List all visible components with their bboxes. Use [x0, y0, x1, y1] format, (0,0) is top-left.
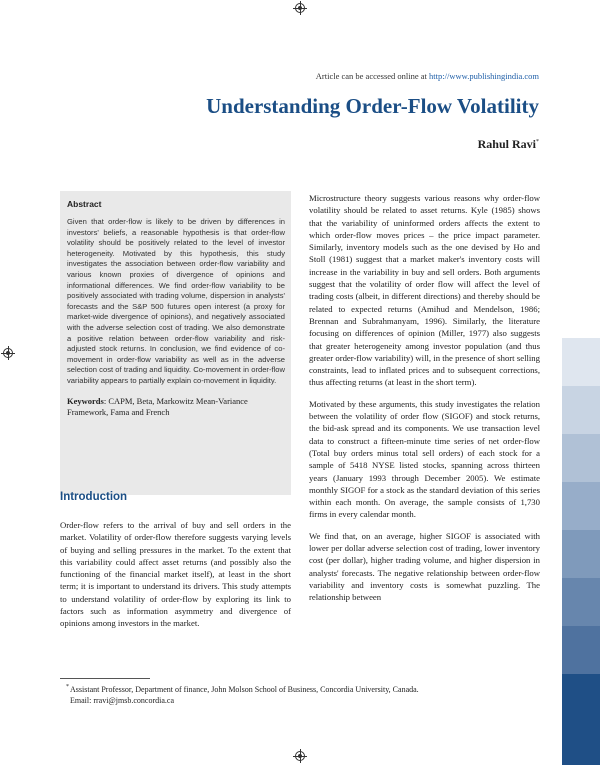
keywords — [67, 396, 285, 419]
side-band-block — [562, 338, 600, 386]
footnote-marker: * — [66, 684, 69, 690]
access-text: Article can be accessed online at — [315, 71, 427, 81]
introduction-paragraph: Order-flow refers to the arrival of buy and sell orders in the market. Volatility of order-flow therefore suggests varying levels of buying and selling pressures in the market. To the extent that this variability could affect asset returns (and possibly also the functioning of the financial market itself), at least in the short term; it is important to understand its drivers. This study attempts to understand volatility of order-flow by exploring its link to factors such as information asymmetry and divergence of opinions among investors in the market. — [60, 520, 291, 629]
paper-title: Understanding Order-Flow Volatility — [206, 94, 539, 118]
publisher-link[interactable]: http://www.publishingindia.com — [429, 71, 539, 81]
footnote-rule — [60, 678, 150, 679]
registration-mark-left — [3, 348, 13, 358]
keywords-label: Keywords — [67, 395, 104, 406]
introduction-heading: Introduction — [60, 491, 128, 503]
abstract-box — [60, 191, 291, 495]
side-band-block — [562, 674, 600, 765]
footnote-email: Email: rravi@jmsb.concordia.ca — [70, 696, 174, 705]
side-band-block — [562, 578, 600, 626]
abstract-text: Given that order-flow is likely to be driven by differences in investors' beliefs, a reasonable hypothesis is that order-flow volatility should be positively related to the level of investor heterogeneity. Motivated by this hypothesis, this study investigates the association between order-flow variability and various known proxies of divergence of opinions and informational differences. We find order-flow variability to be positively associated with trading volume, dispersion in analysts' forecasts and the S&P 500 futures open interest (a proxy for market-wide divergence of opinions), and negatively associated with the adverse selection cost of trading. We also demonstrate a positive relation between order-flow variability and risk-adjusted stock returns. In conclusion, we find evidence of co-movement in order-flow variability as well as in the adverse selection cost of trading and liquidity. Co-movement in order-flow variability appears to partially explain co-movement in liquidity. — [67, 217, 285, 385]
body-paragraph-3: We find that, on an average, higher SIGOF is associated with lower per dollar adverse selection cost of trading, lower inventory cost (per dollar), higher trading volume, and higher dispersion in analysts' forecasts. The negative relationship between order-flow variability and inventory costs is somewhat puzzling. The relationship between — [309, 530, 540, 603]
side-band-block — [562, 434, 600, 482]
side-band-block — [562, 386, 600, 434]
body-paragraph-2: Motivated by these arguments, this study investigates the relation between the volatility of order flow (SIGOF) and stock returns, the bid-ask spread and its components. We use transaction level data to construct a fifteen-minute time series of net order-flow (Total buy orders minus total sell orders) of each stock for a sample of 5418 NYSE listed stocks, spanning across thirteen years (January 1993 through December 2005). We estimate monthly SIGOF for a stock as the standard deviation of this series within each month. On average, the sample consists of 1,730 firms in every calendar month. — [309, 398, 540, 520]
registration-mark-bottom — [295, 751, 305, 761]
footnote — [66, 684, 540, 706]
footnote-affiliation: Assistant Professor, Department of finance, John Molson School of Business, Concordia University, Canada. — [70, 685, 419, 694]
right-column — [309, 192, 540, 613]
access-line — [316, 71, 539, 81]
keywords-list: : CAPM, Beta, Markowitz Mean-Variance Framework, Fama and French — [67, 395, 248, 417]
abstract-heading: Abstract — [67, 199, 102, 209]
side-band-block — [562, 482, 600, 530]
side-band-block — [562, 626, 600, 674]
side-band-block — [562, 530, 600, 578]
author-name: Rahul Ravi* — [477, 137, 539, 151]
registration-mark-top — [295, 3, 305, 13]
body-paragraph-1: Microstructure theory suggests various reasons why order-flow volatility should be related to asset returns. Kyle (1985) shows that the variability of uninformed orders affects the extent to which order-flow moves prices – the price impact parameter. Similarly, inventory models such as the one devised by Ho and Stoll (1981) suggest that a market maker's inventory costs will increase in the variability in buy and sell orders. Both arguments suggest that the volatility of order flow will affect the level of trading costs (albeit, in different directions) and thereby should be related to expected returns (Amihud and Mendelson, 1986; Brennan and Subrahmanyam, 1996). Similarly, the literature focusing on differences of opinion (Miller, 1977) also suggests that greater heterogeneity among investor population (and thus greater order-flow variability) will, in the presence of short selling constraints, lead to inflated prices and to subsequent corrections, thus affecting returns (at least in the short term). — [309, 193, 540, 388]
